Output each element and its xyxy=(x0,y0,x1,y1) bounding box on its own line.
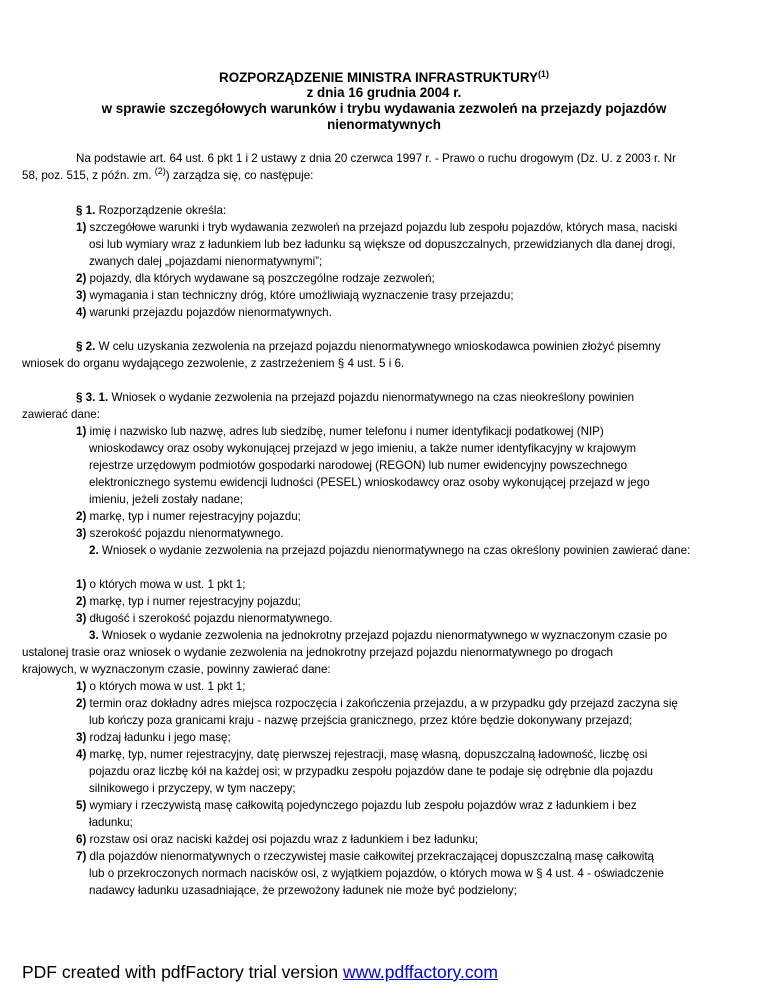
s3-u1-item-1-cont: wnioskodawcy oraz osoby wykonującej przejazd w jego imieniu, a także numer identyfikacyjny w krajowym xyxy=(89,442,637,455)
s3-u1-item-2: 2) markę, typ i numer rejestracyjny pojazdu; xyxy=(76,510,301,523)
pdffactory-link[interactable]: www.pdffactory.com xyxy=(342,962,498,982)
s3-u1-item-1-cont2: rejestrze urzędowym podmiotów gospodarki narodowej (REGON) lub numer ewidencyjny powszechnego xyxy=(89,459,628,472)
s3-u3-item-2: 2) termin oraz dokładny adres miejsca rozpoczęcia i zakończenia przejazdu, a w przypadku gdy przejazd zaczyna się xyxy=(76,697,678,710)
s3-u3-item-7-cont2: nadawcy ładunku uzasadniające, że przewożony ładunek nie może być podzielony; xyxy=(89,884,517,897)
s1-item-1-cont: osi lub wymiary wraz z ładunkiem lub bez ładunku są większe od dopuszczalnych, przewidzianych dla danej drogi, xyxy=(89,238,676,251)
s1-item-2: 2) pojazdy, dla których wydawane są poszczególne rodzaje zezwoleń; xyxy=(76,272,435,285)
s3-u1-item-1-cont4: imieniu, jeżeli zostały nadane; xyxy=(89,493,244,506)
footnote-ref-2: (2) xyxy=(154,166,166,176)
section-3-para-3-cont: ustalonej trasie oraz wniosek o wydanie zezwolenia na jednokrotny przejazd pojazdu nienormatywnego po drogach xyxy=(22,646,613,659)
s1-item-1: 1) szczegółowe warunki i tryb wydawania zezwoleń na przejazd pojazdu lub zespołu pojazdów, których masa, naciski xyxy=(76,221,678,234)
s1-item-1-cont2: zwanych dalej „pojazdami nienormatywnymi”; xyxy=(89,255,323,268)
pdf-footer: PDF created with pdfFactory trial version www.pdffactory.com xyxy=(22,962,498,982)
s3-u3-item-4-cont: pojazdu oraz liczbę kół na każdej osi; w przypadku zespołu pojazdów dane te podaje się odrębnie dla pojazdu xyxy=(89,765,653,778)
s3-u3-item-7: 7) dla pojazdów nienormatywnych o rzeczywistej masie całkowitej przekraczającej dopuszczalną masę całkowitą xyxy=(76,850,655,863)
s3-u3-item-5: 5) wymiary i rzeczywistą masę całkowitą pojedynczego pojazdu lub zespołu pojazdów wraz z ładunkiem i bez xyxy=(76,799,637,812)
title-subject-cont: nienormatywnych xyxy=(327,117,441,132)
s3-u3-item-5-cont: ładunku; xyxy=(89,816,133,829)
s3-u3-item-2-cont: lub kończy poza granicami kraju - nazwę przejścia granicznego, przez które będzie dokonywany przejazd; xyxy=(89,714,633,727)
s3-u3-item-6: 6) rozstaw osi oraz naciski każdej osi pojazdu wraz z ładunkiem i bez ładunku; xyxy=(76,833,479,846)
s3-u2-item-3: 3) długość i szerokość pojazdu nienormatywnego. xyxy=(76,612,333,625)
s3-u3-item-4-cont2: silnikowego i przyczepy, w tym naczepy; xyxy=(89,782,296,795)
s3-u1-item-1: 1) imię i nazwisko lub nazwę, adres lub siedzibę, numer telefonu i numer identyfikacji podatkowej (NIP) xyxy=(76,425,604,438)
section-3-para-1-cont: zawierać dane: xyxy=(22,408,100,421)
s3-u3-item-4: 4) markę, typ, numer rejestracyjny, datę pierwszej rejestracji, masę własną, dopuszczalną ładowność, liczbę osi xyxy=(76,748,648,761)
title-date: z dnia 16 grudnia 2004 r. xyxy=(306,85,462,100)
s3-u3-item-7-cont: lub o przekroczonych normach nacisków osi, z wyjątkiem pojazdów, o których mowa w § 4 ust. 4 - oświadczenie xyxy=(89,867,664,880)
footnote-ref-1: (1) xyxy=(537,69,549,79)
section-3-para-3-cont2: krajowych, w wyznaczonym czasie, powinny zawierać dane: xyxy=(22,663,331,676)
section-3-para-3: 3. Wniosek o wydanie zezwolenia na jednokrotny przejazd pojazdu nienormatywnego w wyznaczonym czasie po xyxy=(89,629,668,642)
s3-u1-item-1-cont3: elektronicznego systemu ewidencji ludności (PESEL) wnioskodawcy oraz osoby wykonującej przejazd w jego xyxy=(89,476,650,489)
s3-u3-item-3: 3) rodzaj ładunku i jego masę; xyxy=(76,731,231,744)
s1-item-4: 4) warunki przejazdu pojazdów nienormatywnych. xyxy=(76,306,332,319)
title-subject: w sprawie szczegółowych warunków i trybu wydawania zezwoleń na przejazdy pojazdów xyxy=(101,101,667,116)
title-line-1: ROZPORZĄDZENIE MINISTRA INFRASTRUKTURY$^{(1)}$ xyxy=(219,69,549,85)
s3-u3-item-1: 1) o których mowa w ust. 1 pkt 1; xyxy=(76,680,246,693)
section-2-cont: wniosek do organu wydającego zezwolenie, z zastrzeżeniem § 4 ust. 5 i 6. xyxy=(22,357,405,370)
preamble-line-1: Na podstawie art. 64 ust. 6 pkt 1 i 2 ustawy z dnia 20 czerwca 1997 r. - Prawo o ruchu drogowym (Dz. U. z 2003 r. Nr xyxy=(76,152,676,165)
preamble-line-2: 58, poz. 515, z późn. zm. $^{(2)}$) zarządza się, co następuje: xyxy=(22,166,314,182)
s3-u2-item-2: 2) markę, typ i numer rejestracyjny pojazdu; xyxy=(76,595,301,608)
section-1-intro: § 1. Rozporządzenie określa: xyxy=(76,204,227,217)
s3-u1-item-3: 3) szerokość pojazdu nienormatywnego. xyxy=(76,527,284,540)
s1-item-3: 3) wymagania i stan techniczny dróg, które umożliwiają wyznaczenie trasy przejazdu; xyxy=(76,289,514,302)
s3-u2-item-1: 1) o których mowa w ust. 1 pkt 1; xyxy=(76,578,246,591)
section-3-para-2: 2. Wniosek o wydanie zezwolenia na przejazd pojazdu nienormatywnego na czas określony powinien zawierać dane: xyxy=(89,544,691,557)
section-3-para-1: § 3. 1. Wniosek o wydanie zezwolenia na przejazd pojazdu nienormatywnego na czas nieokreślony powinien xyxy=(76,391,635,404)
section-2: § 2. W celu uzyskania zezwolenia na przejazd pojazdu nienormatywnego wnioskodawca powinien złożyć pisemny xyxy=(76,340,661,353)
